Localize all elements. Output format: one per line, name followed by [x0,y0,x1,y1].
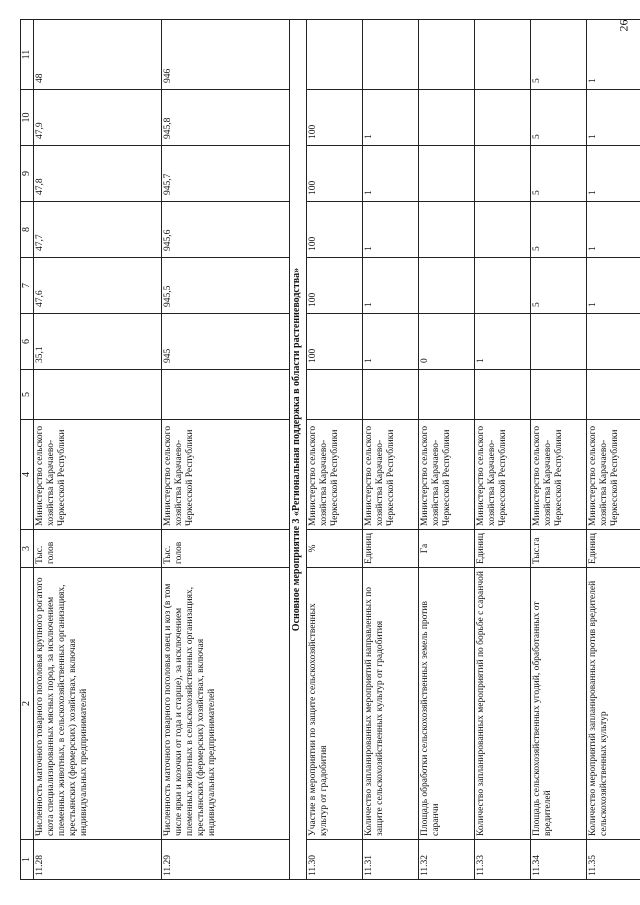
row-number: 11.29 [162,840,290,880]
executor: Министерство сельского хозяйства Карачаево-Черкесской Республики [587,420,640,530]
unit: Га [419,530,475,568]
indicator-name: Количество запланированных мероприятий по борьбе с саранчой [475,568,531,840]
table-row [34,20,162,880]
value-col9: 1 [363,146,419,202]
unit: Единиц [363,530,419,568]
value-col5 [531,370,587,420]
row-number: 11.33 [475,840,531,880]
value-col7: 5 [531,258,587,314]
header-row [21,20,34,880]
table-row [363,20,419,880]
col-header: 4 [21,420,34,530]
executor: Министерство сельского хозяйства Карачаево-Черкесской Республики [363,420,419,530]
col-header: 10 [21,90,34,146]
value-col9 [419,146,475,202]
value-col7: 1 [363,258,419,314]
unit: % [307,530,363,568]
section-header-row [290,20,307,880]
value-col10: 1 [587,90,640,146]
value-col11 [419,20,475,90]
col-header: 2 [21,568,34,840]
rotated-table-container [20,20,620,880]
value-col8 [475,202,531,258]
value-col8: 945,6 [162,202,290,258]
executor: Министерство сельского хозяйства Карачаево-Черкесской Республики [531,420,587,530]
executor: Министерство сельского хозяйства Карачаево-Черкесской Республики [162,420,290,530]
col-header: 9 [21,146,34,202]
indicator-name: Количество мероприятий запланированных против вредителей сельскохозяйственных культур [587,568,640,840]
indicator-name: Площадь сельскохозяйственных угодий, обработанных от вредителей [531,568,587,840]
value-col7 [475,258,531,314]
indicator-name: Площадь обработки сельскохозяйственных земель против саранчи [419,568,475,840]
row-number: 11.32 [419,840,475,880]
value-col10: 47,9 [34,90,162,146]
value-col10 [475,90,531,146]
col-header: 3 [21,530,34,568]
unit: Тыс.га [531,530,587,568]
executor: Министерство сельского хозяйства Карачаево-Черкесской Республики [419,420,475,530]
value-col6 [587,314,640,370]
value-col6 [531,314,587,370]
value-col11 [475,20,531,90]
indicator-name: Численность маточного товарного поголовья овец и коз (в том числе ярки и козочки от года и старше), за исключением племенных животных в сельскохозяйственных организациях, крестьянских (фермерских) хозяйствах, включая индивидуальных предпринимателей [162,568,290,840]
value-col5 [162,370,290,420]
value-col7: 945,5 [162,258,290,314]
value-col7 [419,258,475,314]
col-header: 5 [21,370,34,420]
value-col7: 1 [587,258,640,314]
value-col5 [419,370,475,420]
value-col9: 1 [587,146,640,202]
value-col8: 1 [363,202,419,258]
value-col6: 1 [363,314,419,370]
value-col11 [307,20,363,90]
value-col11: 946 [162,20,290,90]
row-number: 11.31 [363,840,419,880]
table-row [475,20,531,880]
unit: Единиц [475,530,531,568]
value-col10 [419,90,475,146]
table-row [419,20,475,880]
indicator-name: Численность маточного товарного поголовья крупного рогатого скота специализированных мясных пород, за исключением племенных животных, в сельскохозяйственных организациях, крестьянских (фермерских) хозяйствах, включая индивидуальных предпринимателей [34,568,162,840]
executor: Министерство сельского хозяйства Карачаево-Черкесской Республики [475,420,531,530]
row-number: 11.30 [307,840,363,880]
row-number: 11.28 [34,840,162,880]
value-col7: 100 [307,258,363,314]
value-col11: 5 [531,20,587,90]
value-col8: 5 [531,202,587,258]
section-title: Основное мероприятие 3 «Региональная поддержка в области растениеводства» [290,20,307,880]
unit: Единиц [587,530,640,568]
table-row [307,20,363,880]
value-col8: 100 [307,202,363,258]
value-col8 [419,202,475,258]
value-col11: 1 [587,20,640,90]
value-col5 [587,370,640,420]
value-col8: 1 [587,202,640,258]
value-col6: 100 [307,314,363,370]
executor: Министерство сельского хозяйства Карачаево-Черкесской Республики [34,420,162,530]
table-row [162,20,290,880]
table-row [531,20,587,880]
value-col9: 100 [307,146,363,202]
value-col9: 5 [531,146,587,202]
value-col11 [363,20,419,90]
value-col6: 35,1 [34,314,162,370]
indicators-table [20,19,640,880]
value-col9 [475,146,531,202]
value-col6: 945 [162,314,290,370]
indicator-name: Участие в мероприятии по защите сельскохозяйственных культур от градобития [307,568,363,840]
indicator-name: Количество запланированных мероприятий направленных по защите сельскохозяйственных культур от градобития [363,568,419,840]
col-header: 1 [21,840,34,880]
value-col5 [307,370,363,420]
row-number: 11.35 [587,840,640,880]
value-col11: 48 [34,20,162,90]
value-col7: 47,6 [34,258,162,314]
value-col8: 47,7 [34,202,162,258]
col-header: 7 [21,258,34,314]
value-col6: 1 [475,314,531,370]
value-col10: 5 [531,90,587,146]
value-col9: 945,7 [162,146,290,202]
value-col10: 945,8 [162,90,290,146]
value-col5 [475,370,531,420]
value-col5 [363,370,419,420]
value-col5 [34,370,162,420]
value-col10: 100 [307,90,363,146]
unit: Тыс. голов [34,530,162,568]
executor: Министерство сельского хозяйства Карачаево-Черкесской Республики [307,420,363,530]
col-header: 8 [21,202,34,258]
value-col6: 0 [419,314,475,370]
table-row [587,20,640,880]
col-header: 6 [21,314,34,370]
page-number: 26 [616,19,631,32]
col-header: 11 [21,20,34,90]
row-number: 11.34 [531,840,587,880]
value-col10: 1 [363,90,419,146]
unit: Тыс. голов [162,530,290,568]
value-col9: 47,8 [34,146,162,202]
